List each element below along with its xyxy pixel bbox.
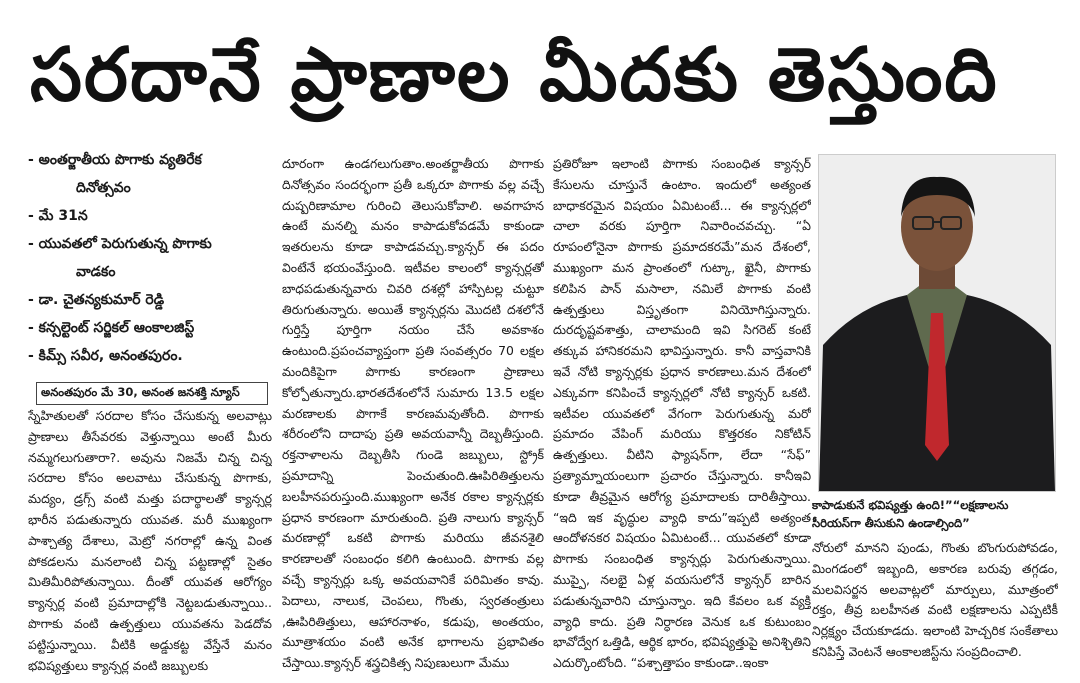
highlight-item: - కన్సల్టెంట్ సర్జికల్ ఆంకాలజిస్ట్ <box>28 320 195 336</box>
highlight-item: - యువతలో పెరుగుతున్న పొగాకు వాడకం <box>28 236 212 280</box>
article-column-1: స్నేహితులతో సరదాల కోసం చేసుకున్న అలవాట్లు ప్రాణాలు తీసేవరకు వెళ్తున్నాయి అంటే మీరు నమ్మగలుగుతారా?. అవును నిజమే చిన్న చిన్న సరదాల కోసం అలవాటు చేసుకున్న పొగాకు, మద్యం, డ్రగ్స్ వంటి మత్తు పదార్థాలతో క్యాన్సర్ల భారీన పడుతున్నారు యువత. మరీ ముఖ్యంగా పాశ్చాత్య దేశాలు, మెట్రో నగరాల్లో ఉన్న వింత పోకడలను మనలాంటి చిన్న పట్టణాల్లో సైతం మితిమీరిపోతున్నాయి. దీంతో యువత ఆరోగ్యం క్యాన్సర్ల వంటి ప్రమాదాల్లోకి నెట్టబడుతున్నాయి.. పొగాకు వంటి ఉత్పత్తులు యువతను పెడదోవ పట్టిస్తున్నాయి. వీటికి అడ్డుకట్ట వేస్తేనే మనం భవిష్యత్తులు క్యాన్సర్ల వంటి జబ్బులకు <box>28 408 272 673</box>
article-column-2: దూరంగా ఉండగలుగుతాం.అంతర్జాతీయ పొగాకు దినోత్సవం సందర్భంగా ప్రతీ ఒక్కరూ పొగాకు వల్ల వచ్చే దుష్పరిణామాల గురించి తెలుసుకోవాలి. అవగాహన ఉంటే మనల్ని మనం కాపాడుకోవడమే కాకుండా ఇతరులను కూడా కాపాడవచ్చు.క్యాన్సర్ ఈ పదం వింటేనే భయంవేస్తుంది. ఇటీవల కాలంలో క్యాన్సర్లతో బాధపడుతున్నవారు చివరి దశల్లో హాస్పిటల్ల చుట్టూ తిరుగుతున్నారు. అయితే క్యాన్సర్లను మొదటి దశలోనే గుర్తిస్తే పూర్తిగా నయం చేసే అవకాశం ఉంటుంది.ప్రపంచవ్యాప్తంగా ప్రతి సంవత్సరం 70 లక్షల మందికిపైగా పొగాకు కారణంగా ప్రాణాలు కోల్పోతున్నారు.భారతదేశంలోనే సుమారు 13.5 లక్షల మరణాలకు పొగాకే కారణమవుతోంది. పొగాకు శరీరంలోని దాదాపు ప్రతి అవయవాన్నీ దెబ్బతీస్తుంది. రక్తనాళాలను దెబ్బతీసి గుండె జబ్బులు, స్ట్రోక్ ప్రమాదాన్ని పెంచుతుంది.ఊపిరితిత్తులను బలహీనపరుస్తుంది.ముఖ్యంగా అనేక రకాల క్యాన్సర్లకు ప్రధాన కారణంగా మారుతుంది. ప్రతి నాలుగు క్యాన్సర్ మరణాల్లో ఒకటి పొగాకు మరియు జీవనశైలి కారణాలతో సంబంధం కలిగి ఉంటుంది. పొగాకు వల్ల వచ్చే క్యాన్సర్లు ఒక్క అవయవానికే పరిమితం కావు. పెదాలు, నాలుక, చెంపలు, గొంతు, స్వరతంత్రులు ,ఊపిరితిత్తులు, ఆహారనాళం, కడుపు, అంతయం, మూత్రాశయం వంటి అనేక భాగాలను ప్రభావితం చేస్తాయి.క్యాన్సర్ శస్త్రచికిత్స నిపుణులుగా మేము <box>282 156 544 671</box>
article-column-4: నోరులో మానని పుండు, గొంతు బొంగురుపోవడం, మింగడంలో ఇబ్బంది, అకారణ బరువు తగ్గడం, మలవిసర్జన అలవాట్లలో మార్పులు, మూత్రంలో రక్తం, తీవ్ర బలహీనత వంటి లక్షణాలను ఎప్పటికీ నిర్లక్ష్యం చేయకూడదు. ఇలాంటి హెచ్చరిక సంకేతాలు కనిపిస్తే వెంటనే ఆంకాలజిస్ట్‌ను సంప్రదించాలి. <box>812 540 1058 659</box>
doctor-portrait-icon <box>819 155 1055 491</box>
highlight-item: - కిమ్స్ సవీర, అనంతపురం. <box>28 348 183 364</box>
article-column-3: ప్రతిరోజూ ఇలాంటి పొగాకు సంబంధిత క్యాన్సర్ కేసులను చూస్తునే ఉంటాం. ఇందులో అత్యంత బాధాకరమైన విషయం ఏమిటంటే... ఈ క్యాన్సర్లలో చాలా వరకు పూర్తిగా నివారించవచ్చు. “ఏ రూపంలోనైనా పొగాకు ప్రమాదకరమే”మన దేశంలో, ముఖ్యంగా మన ప్రాంతంలో గుట్కా, ఖైనీ, పొగాకు కలిపిన పాన్ మసాలా, నమిలే పొగాకు వంటి ఉత్పత్తులు విస్తృతంగా వినియోగిస్తున్నారు. దురదృష్టవశాత్తు, చాలామంది ఇవి సిగరెట్ కంటే తక్కువ హానికరమని భావిస్తున్నారు. కానీ వాస్తవానికి ఇవే నోటి క్యాన్సర్లకు ప్రధాన కారణాలు.మన దేశంలో ఎక్కువగా కనిపించే క్యాన్సర్లలో నోటి క్యాన్సర్ ఒకటి. ఇటీవల యువతలో వేగంగా పెరుగుతున్న మరో ప్రమాదం వేపింగ్ మరియు కొత్తరకం నికోటిన్ ఉత్పత్తులు. వీటిని ఫ్యాషన్‌గా, లేదా “సేఫ్” ప్రత్యామ్నాయంలుగా ప్రచారం చేస్తున్నారు. కానీఇవి కూడా తీవ్రమైన ఆరోగ్య ప్రమాదాలకు దారితీస్తాయి. “ఇది ఇక వృద్ధుల వ్యాధి కాదు”ఇప్పటి అత్యంత ఆందోళనకర విషయం ఏమిటంటే... యువతలో కూడా పొగాకు సంబంధిత క్యాన్సర్లు పెరుగుతున్నాయి. ముప్పై, నలభై ఏళ్ల వయసులోనే క్యాన్సర్ బారిన పడుతున్నవారిని చూస్తున్నాం. ఇది కేవలం ఒక వ్యక్తి వ్యాధి కాదు. ప్రతి నిర్ధారణ వెనుక ఒక కుటుంబం భావోద్వేగ ఒత్తిడి, ఆర్థిక భారం, భవిష్యత్తుపై అనిశ్చితిని ఎదుర్కొంటోంది. “పశ్చాత్తాపం కాకుండా..ఇంకా <box>553 156 811 671</box>
highlight-item: - డా. చైతన్యకుమార్ రెడ్డి <box>28 292 165 308</box>
highlight-item: - మే 31న <box>28 208 88 224</box>
doctor-photo <box>818 154 1056 492</box>
dateline: అనంతపురం మే 30, అనంత జనశక్తి న్యూస్ <box>36 382 268 405</box>
highlight-item: - అంతర్జాతీయ పొగాకు వ్యతిరేక దినోత్సవం <box>28 152 202 196</box>
photo-caption: కాపాడుకునే భవిష్యత్తు ఉంది!”“లక్షణాలను సీరియస్‌గా తీసుకుని ఉండాల్సింది” <box>812 498 1009 530</box>
headline: సరదానే ప్రాణాల మీదకు తెస్తుంది <box>30 32 999 118</box>
highlights-list <box>28 146 272 370</box>
